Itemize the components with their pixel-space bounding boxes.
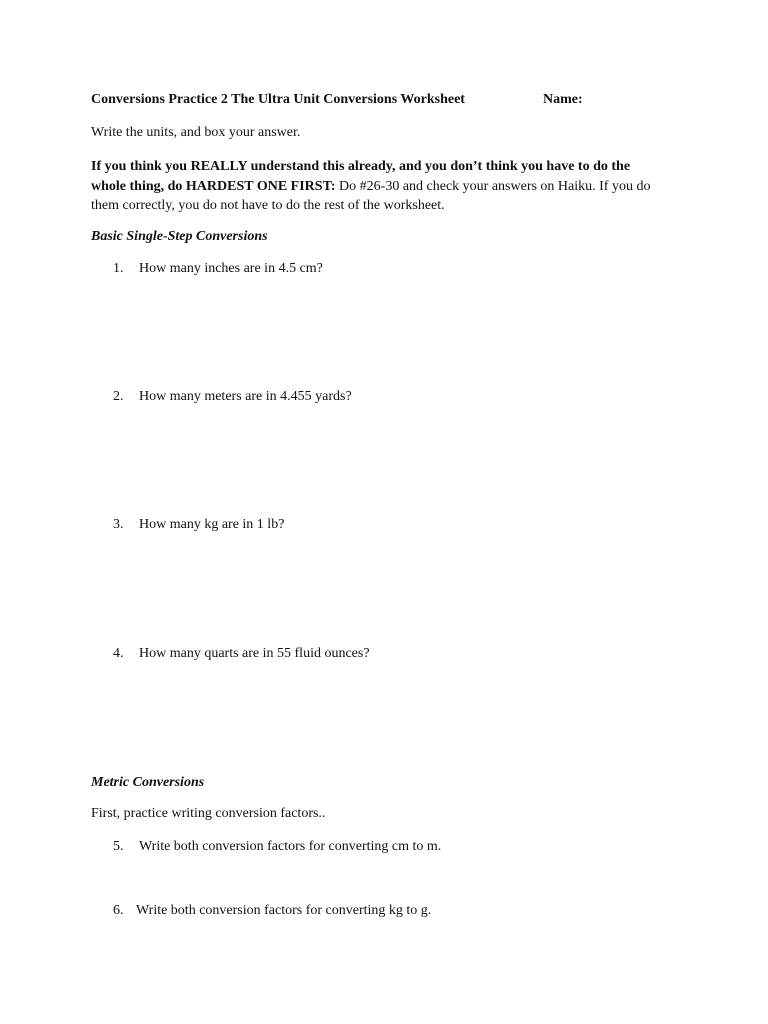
warning-paragraph <box>91 157 691 216</box>
warning-line-2-regular: Do #26-30 and check your answers on Haiku. If you do <box>339 178 651 194</box>
question-2 <box>113 389 352 405</box>
question-text: How many inches are in 4.5 cm? <box>139 261 323 276</box>
question-number: 2. <box>113 389 124 404</box>
section-title-basic: Basic Single-Step Conversions <box>91 229 268 244</box>
question-1 <box>113 261 323 277</box>
warning-line-3: them correctly, you do not have to do the rest of the worksheet. <box>91 198 445 213</box>
section-subtitle-metric: First, practice writing conversion factors.. <box>91 806 326 821</box>
section-title-metric: Metric Conversions <box>91 775 205 790</box>
question-number: 6. <box>113 903 124 918</box>
question-3 <box>113 517 284 533</box>
question-text: How many meters are in 4.455 yards? <box>139 389 352 404</box>
question-text: How many kg are in 1 lb? <box>139 517 285 532</box>
name-label: Name: <box>543 92 583 107</box>
question-number: 1. <box>113 261 124 276</box>
question-4 <box>113 646 370 662</box>
worksheet-title: Conversions Practice 2 The Ultra Unit Conversions Worksheet <box>91 92 465 107</box>
question-text: Write both conversion factors for converting cm to m. <box>139 839 442 854</box>
question-number: 4. <box>113 646 124 661</box>
warning-line-2-bold: whole thing, do HARDEST ONE FIRST: <box>91 178 336 194</box>
question-number: 5. <box>113 839 124 854</box>
warning-line-1: If you think you REALLY understand this already, and you don’t think you have to do the <box>91 159 631 174</box>
question-5 <box>113 839 441 855</box>
question-number: 3. <box>113 517 124 532</box>
question-6 <box>113 903 431 919</box>
question-text: How many quarts are in 55 fluid ounces? <box>139 646 370 661</box>
question-text: Write both conversion factors for converting kg to g. <box>136 903 432 918</box>
instructions: Write the units, and box your answer. <box>91 125 301 140</box>
